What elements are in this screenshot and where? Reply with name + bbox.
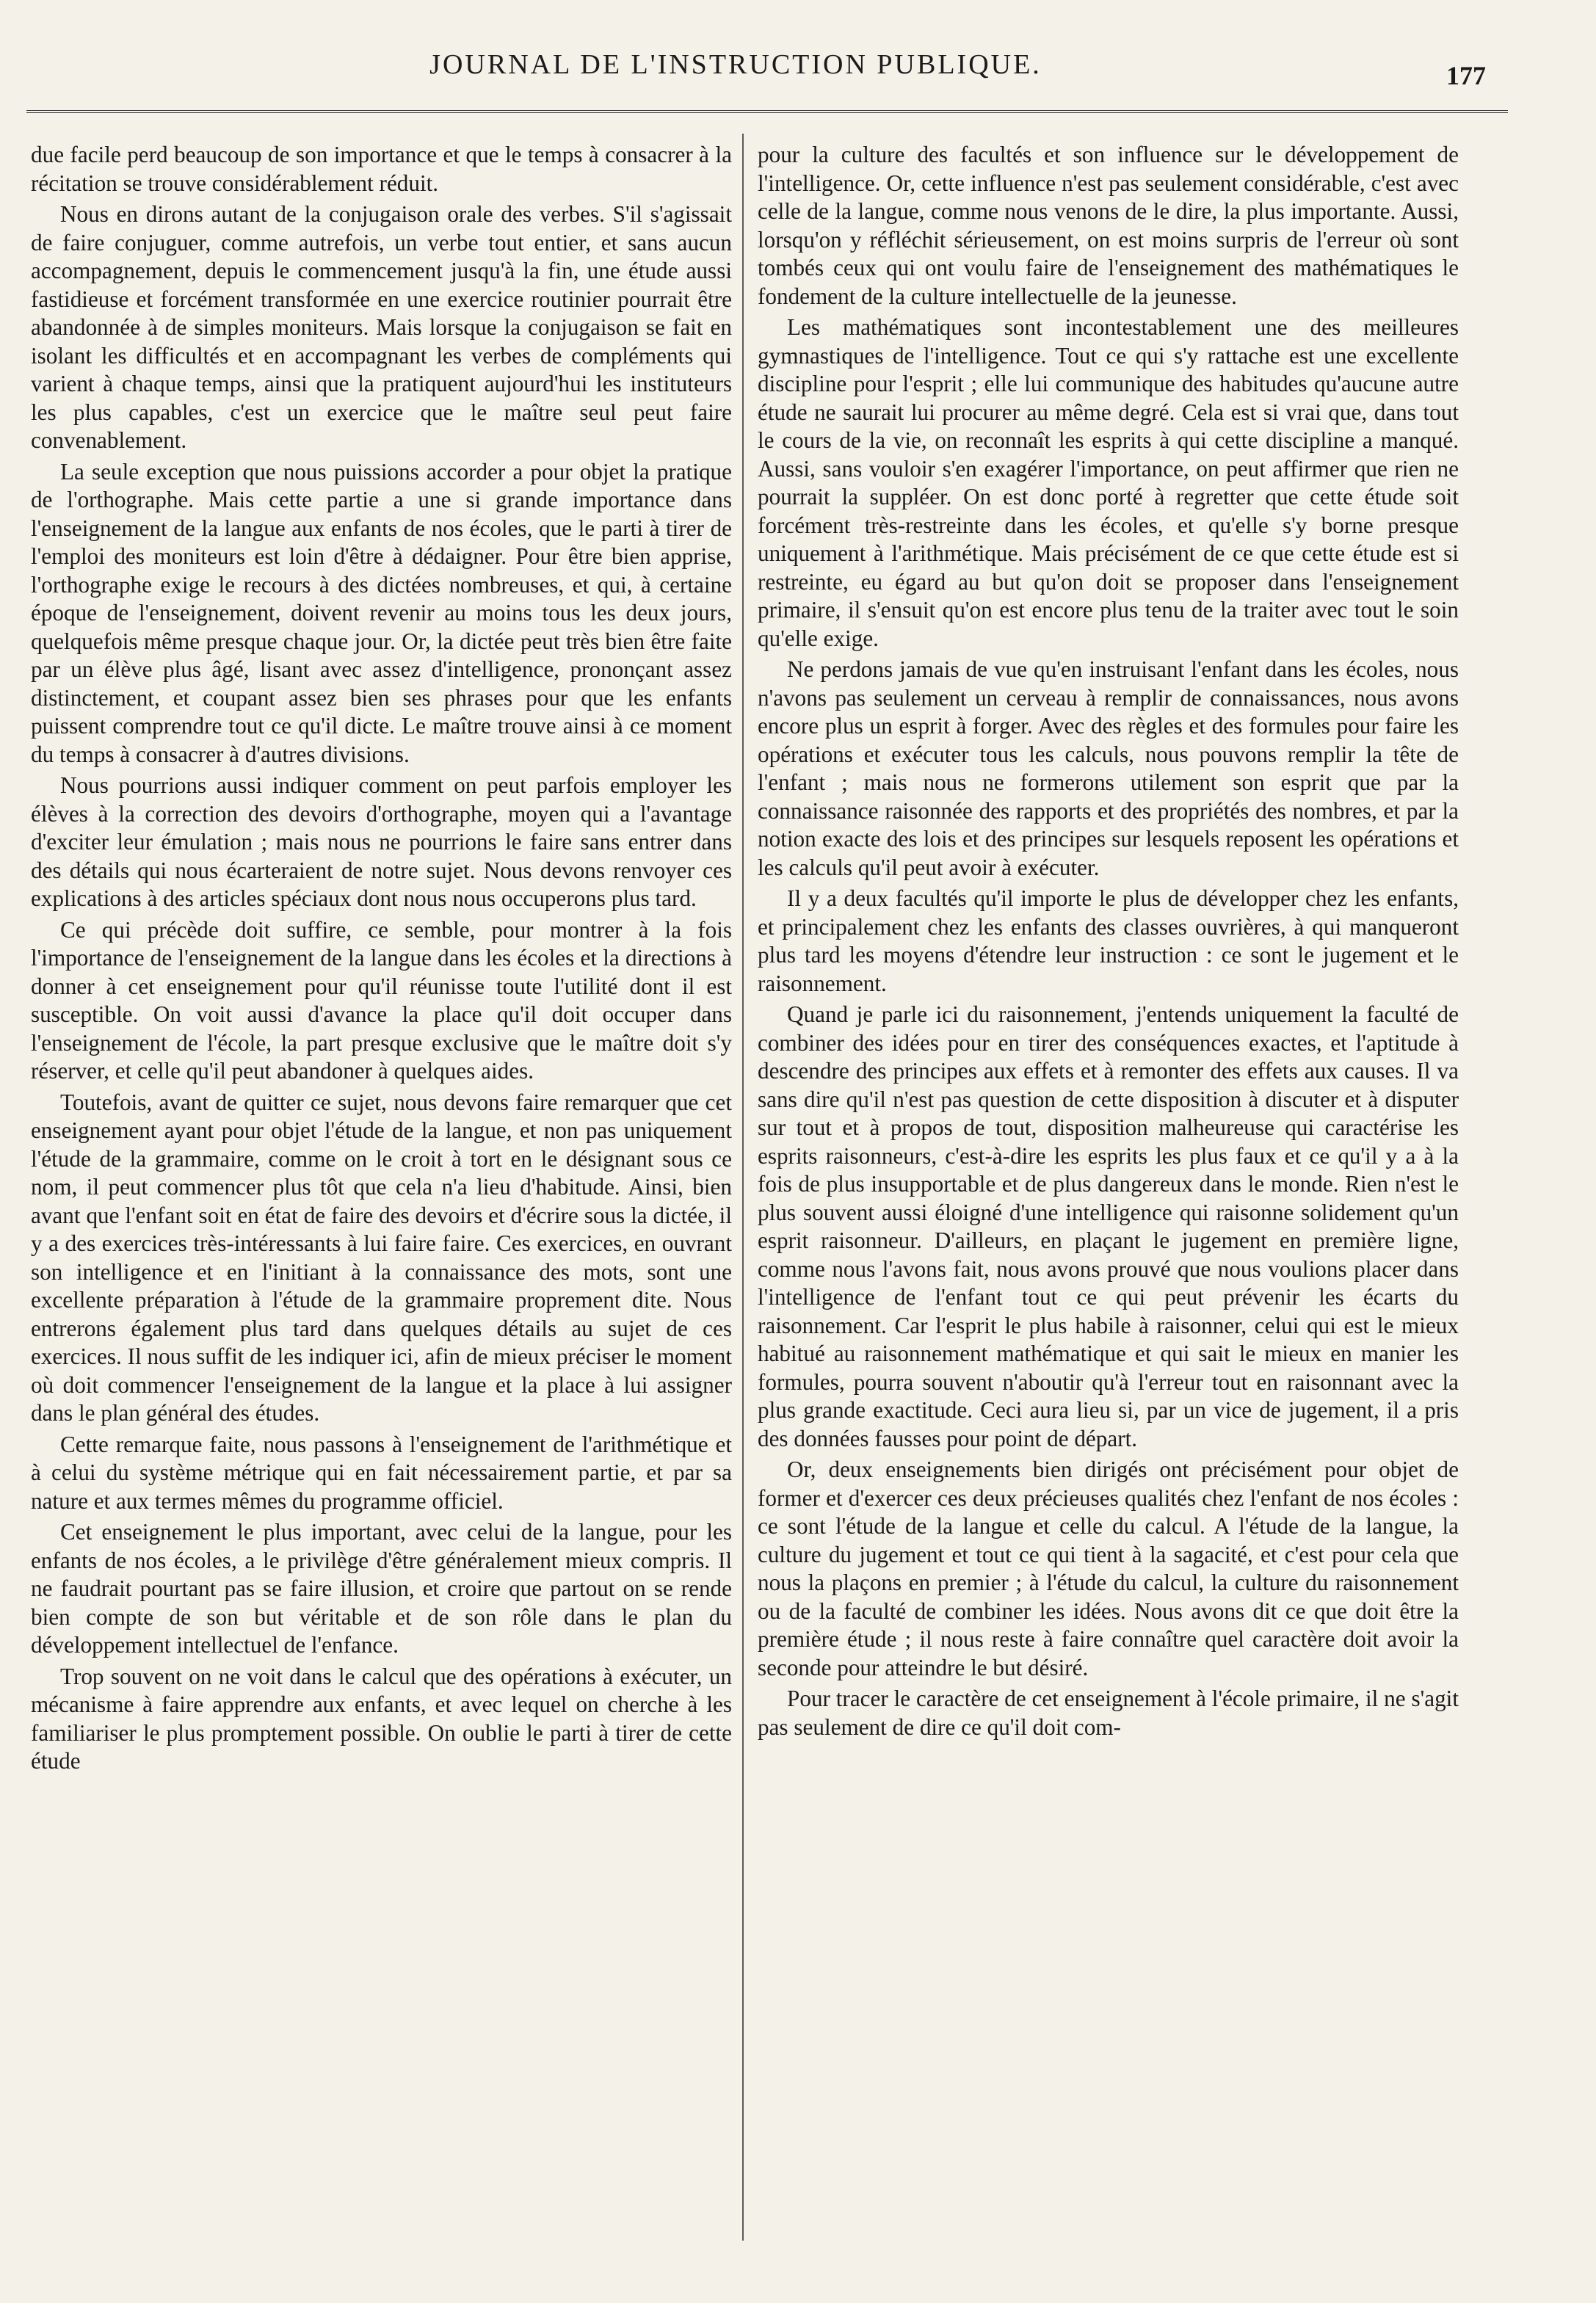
paragraph: Trop souvent on ne voit dans le calcul que des opérations à exécuter, un mécanisme à faire apprendre aux enfants, et avec lequel on cherche à les familiariser le plus promptement possible. On oublie le parti à tirer de cette étude	[31, 1663, 732, 1774]
left-column	[31, 141, 732, 1779]
paragraph: Toutefois, avant de quitter ce sujet, nous devons faire remarquer que cet enseignement ayant pour objet l'étude de la langue, et non pas uniquement l'étude de la grammaire, comme on le croit à tort en le désignant sous ce nom, il peut commencer plus tôt que cela n'a lieu d'habitude. Ainsi, bien avant que l'enfant soit en état de faire des devoirs et d'écrire sous la dictée, il y a des exercices très-intéressants à lui faire faire. Ces exercices, en ouvrant son intelligence et en l'initiant à la connaissance des mots, sont une excellente préparation à l'étude de la grammaire proprement dite. Nous entrerons également plus tard dans quelques détails au sujet de ces exercices. Il nous suffit de les indiquer ici, afin de mieux préciser le moment où doit commencer l'enseignement de la langue et la place à lui assigner dans le plan général des études.	[31, 1089, 732, 1426]
paragraph: Nous en dirons autant de la conjugaison orale des verbes. S'il s'agissait de faire conjuguer, comme autrefois, un verbe tout entier, et sans aucun accompagnement, depuis le commencement jusqu'à la fin, une étude aussi fastidieuse et forcément transformée en une exercice routinier pourrait être abandonnée à de simples moniteurs. Mais lorsque la conjugaison se fait en isolant les difficultés et en accompagnant les verbes de compléments qui varient à chaque temps, ainsi que la pratiquent aujourd'hui les instituteurs les plus capables, c'est un exercice que le maître seul peut faire convenablement.	[31, 201, 732, 453]
paragraph: Il y a deux facultés qu'il importe le plus de développer chez les enfants, et principalement chez les enfants des classes ouvrières, à qui manqueront plus tard les moyens d'étendre leur instruction : ce sont le jugement et le raisonnement.	[758, 885, 1459, 996]
paragraph: Pour tracer le caractère de cet enseignement à l'école primaire, il ne s'agit pas seulement de dire ce qu'il doit com-	[758, 1686, 1459, 1740]
column-divider	[742, 134, 744, 2241]
paragraph: Nous pourrions aussi indiquer comment on peut parfois employer les élèves à la correction des devoirs d'orthographe, moyen qui a l'avantage d'exciter leur émulation ; mais nous ne pourrions le faire sans entrer dans des détails qui nous écarteraient de notre sujet. Nous devons renvoyer ces explications à des articles spéciaux dont nous nous occuperons plus tard.	[31, 772, 732, 911]
running-header: JOURNAL DE L'INSTRUCTION PUBLIQUE.	[429, 49, 1042, 80]
paragraph: Cet enseignement le plus important, avec celui de la langue, pour les enfants de nos écoles, a le privilège d'être généralement mieux compris. Il ne faudrait pourtant pas se faire illusion, et croire que partout on se rende bien compte de son but véritable et de son rôle dans le plan du développement intellectuel de l'enfance.	[31, 1519, 732, 1658]
paragraph: La seule exception que nous puissions accorder a pour objet la pratique de l'orthographe. Mais cette partie a une si grande importance dans l'enseignement de la langue aux enfants de nos écoles, que le parti à tirer de l'emploi des moniteurs est loin d'être à dédaigner. Pour être bien apprise, l'orthographe exige le recours à des dictées nombreuses, et qui, à certaine époque de l'enseignement, doivent revenir au moins tous les deux jours, quelquefois même presque chaque jour. Or, la dictée peut très bien être faite par un élève plus âgé, lisant avec assez d'intelligence, prononçant assez distinctement, et coupant assez bien ses phrases pour que les enfants puissent comprendre tout ce qu'il dicte. Le maître trouve ainsi à ce moment du temps à consacrer à d'autres divisions.	[31, 458, 732, 767]
paragraph: Les mathématiques sont incontestablement une des meilleures gymnastiques de l'intelligence. Tout ce qui s'y rattache est une excellente discipline pour l'esprit ; elle lui communique des habitudes qu'aucune autre étude ne saurait lui procurer au même degré. Cela est si vrai que, dans tout le cours de la vie, on reconnaît les esprits à qui cette discipline a manqué. Aussi, sans vouloir s'en exagérer l'importance, on peut affirmer que rien ne pourrait la suppléer. On est donc porté à regretter que cette étude soit forcément très-restreinte dans les écoles, et qu'elle s'y borne presque uniquement à l'arithmétique. Mais précisément de ce que cette étude est si restreinte, eu égard au but qu'on doit se proposer dans l'enseignement primaire, il s'ensuit qu'on est encore plus tenu de la traiter avec tout le soin qu'elle exige.	[758, 314, 1459, 651]
paragraph: due facile perd beaucoup de son importance et que le temps à consacrer à la récitation se trouve considérablement réduit.	[31, 142, 732, 196]
paragraph: pour la culture des facultés et son influence sur le développement de l'intelligence. Or, cette influence n'est pas seulement considérable, c'est avec celle de la langue, comme nous venons de le dire, la plus importante. Aussi, lorsqu'on y réfléchit sérieusement, on est moins surpris de l'erreur où sont tombés ceux qui ont voulu faire de l'enseignement des mathématiques le fondement de la culture intellectuelle de la jeunesse.	[758, 142, 1459, 309]
paragraph: Ce qui précède doit suffire, ce semble, pour montrer à la fois l'importance de l'enseignement de la langue dans les écoles et la directions à donner à cet enseignement pour qu'il réunisse toute l'utilité dont il est susceptible. On voit aussi d'avance la place qu'il doit occuper dans l'enseignement de l'école, la part presque exclusive que le maître doit s'y réserver, et celle qu'il peut abandoner à quelques aides.	[31, 916, 732, 1084]
paragraph: Quand je parle ici du raisonnement, j'entends uniquement la faculté de combiner des idées pour en tirer des conséquences exactes, et l'aptitude à descendre des principes aux effets et à remonter des effets aux causes. Il va sans dire qu'il n'est pas question de cette disposition à discuter et à disputer sur tout et à propos de tout, disposition malheureuse qui caractérise les esprits raisonneurs, c'est-à-dire les esprits les plus faux et ce qu'il y a à la fois de plus insupportable et de plus dangereux dans le monde. Rien n'est le plus souvent aussi éloigné d'une intelligence qui raisonne solidement qu'un esprit raisonneur. D'ailleurs, en plaçant le jugement en première ligne, comme nous l'avons fait, nous avons prouvé que nous voulions placer dans l'intelligence de l'enfant tout ce qui peut prévenir les écarts du raisonnement. Car l'esprit le plus habile à raisonner, celui qui est le mieux habitué au raisonnement mathématique et qui sait le mieux en manier les formules, pourra souvent n'aboutir qu'à l'erreur tout en raisonnant avec la plus grande exactitude. Ceci aura lieu si, par un vice de jugement, il a pris des données fausses pour point de départ.	[758, 1001, 1459, 1451]
paragraph: Or, deux enseignements bien dirigés ont précisément pour objet de former et d'exercer ces deux précieuses qualités chez l'enfant de nos écoles : ce sont l'étude de la langue et celle du calcul. A l'étude de la langue, la culture du jugement et tout ce qui tient à la sagacité, et c'est pour cela que nous la plaçons en premier ; à l'étude du calcul, la culture du raisonnement ou de la faculté de combiner les idées. Nous avons dit ce que doit être la première étude ; il nous reste à faire connaître quel caractère doit avoir la seconde pour atteindre le but désiré.	[758, 1457, 1459, 1680]
right-column	[758, 141, 1459, 1744]
paragraph: Cette remarque faite, nous passons à l'enseignement de l'arithmétique et à celui du système métrique qui en fait nécessairement partie, et par sa nature et aux termes mêmes du programme officiel.	[31, 1431, 732, 1514]
page-number: 177	[1446, 61, 1486, 90]
header-rule	[26, 110, 1508, 113]
paragraph: Ne perdons jamais de vue qu'en instruisant l'enfant dans les écoles, nous n'avons pas seulement un cerveau à remplir de connaissances, nous avons encore plus un esprit à forger. Avec des règles et des formules pour faire les opérations et exécuter tous les calculs, nous pouvons remplir la tête de l'enfant ; mais nous ne formerons utilement son esprit que par la connaissance raisonnée des rapports et des propriétés des nombres, et par la notion exacte des lois et des principes sur lesquels reposent les opérations et les calculs qu'il peut avoir à exécuter.	[758, 656, 1459, 880]
